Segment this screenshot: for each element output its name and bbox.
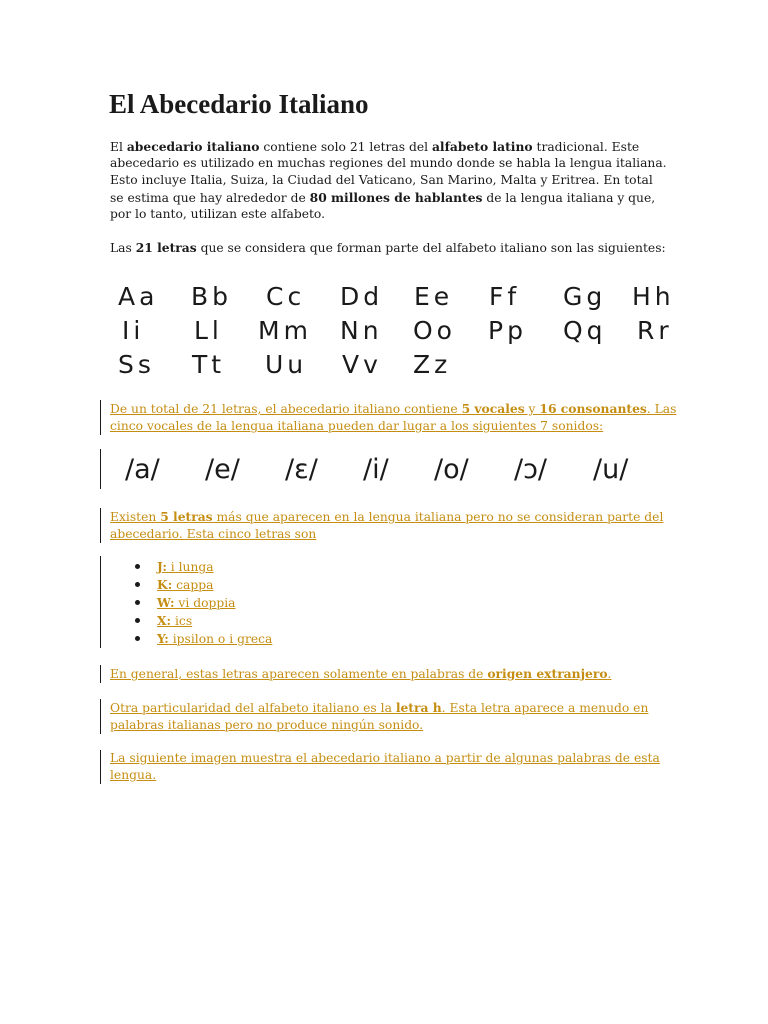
vowels-note xyxy=(100,400,676,435)
letters-intro xyxy=(110,239,666,257)
vowels-note-text: De un total de 21 letras, el abecedario italiano contiene xyxy=(110,402,462,416)
vowels-note-line-1[interactable] xyxy=(110,400,676,418)
extra-letter: X: xyxy=(157,613,172,628)
ipa-symbol: /i/ xyxy=(363,454,389,485)
extra-letter-link[interactable] xyxy=(157,594,236,612)
foreign-note-text: En general, estas letras aparecen solamente en palabras de xyxy=(110,667,488,681)
bullet-icon xyxy=(135,636,140,641)
alphabet-row xyxy=(110,348,710,382)
letter-pair: Oo xyxy=(413,316,456,345)
extra-note-line-2[interactable]: abecedario. Esta cinco letras son xyxy=(110,527,317,541)
extra-letter-name: ics xyxy=(171,614,193,628)
intro-line-5: por lo tanto, utilizan este alfabeto. xyxy=(110,207,326,221)
letter-pair: Aa xyxy=(118,282,159,311)
letters-intro-text: Las xyxy=(110,241,136,255)
letter-pair: Bb xyxy=(191,282,233,311)
intro-bold-term: 80 millones de hablantes xyxy=(309,190,483,205)
extra-note-text: Existen xyxy=(110,510,161,524)
bullet-icon xyxy=(135,582,140,587)
vowel-sounds-figure xyxy=(100,449,681,489)
letter-pair: Tt xyxy=(192,350,226,379)
extra-letter-link[interactable] xyxy=(157,558,214,576)
ipa-symbol: /u/ xyxy=(593,454,629,485)
vowels-note-line-2[interactable]: cinco vocales de la lengua italiana pueden dar lugar a los siguientes 7 sonidos: xyxy=(110,419,604,433)
extra-letters-list xyxy=(100,556,401,648)
intro-line-2: abecedario es utilizado en muchas regiones del mundo donde se habla la lengua italiana. xyxy=(110,156,667,170)
ipa-symbol: /o/ xyxy=(434,454,469,485)
h-note-text: . Esta letra aparece a menudo en xyxy=(441,701,649,715)
intro-text: se estima que hay alrededor de xyxy=(110,191,310,205)
extra-letter: K: xyxy=(157,577,173,592)
intro-text: El xyxy=(110,140,127,154)
extra-letter-name: i lunga xyxy=(166,560,214,574)
intro-bold-term: abecedario italiano xyxy=(126,139,260,154)
alphabet-figure xyxy=(110,280,710,382)
letter-pair: Ee xyxy=(414,282,454,311)
bullet-icon xyxy=(135,564,140,569)
intro-bold-term: alfabeto latino xyxy=(431,139,533,154)
ipa-symbol: /a/ xyxy=(125,454,160,485)
page-title: El Abecedario Italiano xyxy=(109,89,369,119)
foreign-note-line[interactable] xyxy=(110,665,611,683)
letter-pair: Hh xyxy=(632,282,675,311)
letter-pair: Rr xyxy=(637,316,673,345)
extra-letter-link[interactable] xyxy=(157,630,272,648)
extra-note-text: más que aparecen en la lengua italiana pero no se consideran parte del xyxy=(212,510,664,524)
alphabet-row xyxy=(110,280,710,314)
bullet-icon xyxy=(135,600,140,605)
intro-text: tradicional. Este xyxy=(532,140,640,154)
extra-letter: J: xyxy=(157,559,167,574)
image-note-line-2[interactable]: lengua. xyxy=(110,768,157,782)
foreign-origin-note xyxy=(100,665,611,683)
image-note-line-1[interactable]: La siguiente imagen muestra el abecedario italiano a partir de algunas palabras de esta xyxy=(110,751,660,765)
alphabet-row xyxy=(110,314,710,348)
letters-intro-bold: 21 letras xyxy=(135,240,197,255)
foreign-note-text: . xyxy=(607,667,612,681)
ipa-symbol: /e/ xyxy=(205,454,240,485)
vowels-note-text: y xyxy=(524,402,540,416)
vowels-note-bold: 5 vocales xyxy=(461,401,525,416)
extra-letter-link[interactable] xyxy=(157,576,213,594)
h-note-text: Otra particularidad del alfabeto italiano es la xyxy=(110,701,396,715)
bullet-icon xyxy=(135,618,140,623)
letter-pair: Zz xyxy=(413,350,452,379)
letter-h-note xyxy=(100,699,648,734)
letter-pair: Vv xyxy=(342,350,382,379)
extra-note-bold: 5 letras xyxy=(160,509,213,524)
h-note-line-2[interactable]: palabras italianas pero no produce ningún sonido. xyxy=(110,718,424,732)
extra-letter-name: cappa xyxy=(172,578,214,592)
extra-letter-name: vi doppia xyxy=(174,596,236,610)
letter-pair: Pp xyxy=(488,316,527,345)
extra-letters-note xyxy=(100,508,663,543)
extra-letter: Y: xyxy=(157,631,169,646)
letter-pair: Qq xyxy=(563,316,607,345)
foreign-note-bold: origen extranjero xyxy=(487,666,608,681)
letters-intro-text: que se considera que forman parte del alfabeto italiano son las siguientes: xyxy=(196,241,666,255)
intro-line-4 xyxy=(110,189,655,207)
h-note-line-1[interactable] xyxy=(110,699,648,717)
vowels-note-text: . Las xyxy=(646,402,677,416)
letter-pair: Ii xyxy=(122,316,145,345)
letter-pair: Gg xyxy=(563,282,607,311)
letter-pair: Mm xyxy=(258,316,312,345)
extra-letter: W: xyxy=(157,595,175,610)
image-note xyxy=(100,750,660,784)
h-note-bold: letra h xyxy=(395,700,442,715)
extra-letter-link[interactable] xyxy=(157,612,192,630)
letter-pair: Dd xyxy=(340,282,384,311)
letter-pair: Nn xyxy=(340,316,383,345)
intro-line-1 xyxy=(110,138,639,156)
intro-text: contiene solo 21 letras del xyxy=(259,140,432,154)
letter-pair: Cc xyxy=(266,282,306,311)
intro-line-3: Esto incluye Italia, Suiza, la Ciudad del Vaticano, San Marino, Malta y Eritrea. En total xyxy=(110,173,653,187)
vowels-note-bold: 16 consonantes xyxy=(539,401,647,416)
ipa-symbol: /ɛ/ xyxy=(285,454,318,485)
extra-note-line-1[interactable] xyxy=(110,508,663,526)
letter-pair: Ss xyxy=(118,350,155,379)
letter-pair: Uu xyxy=(265,350,308,379)
letter-pair: Ff xyxy=(489,282,521,311)
intro-text: de la lengua italiana y que, xyxy=(482,191,656,205)
letter-pair: Ll xyxy=(194,316,223,345)
ipa-symbol: /ɔ/ xyxy=(514,454,548,485)
extra-letter-name: ipsilon o i greca xyxy=(168,632,273,646)
